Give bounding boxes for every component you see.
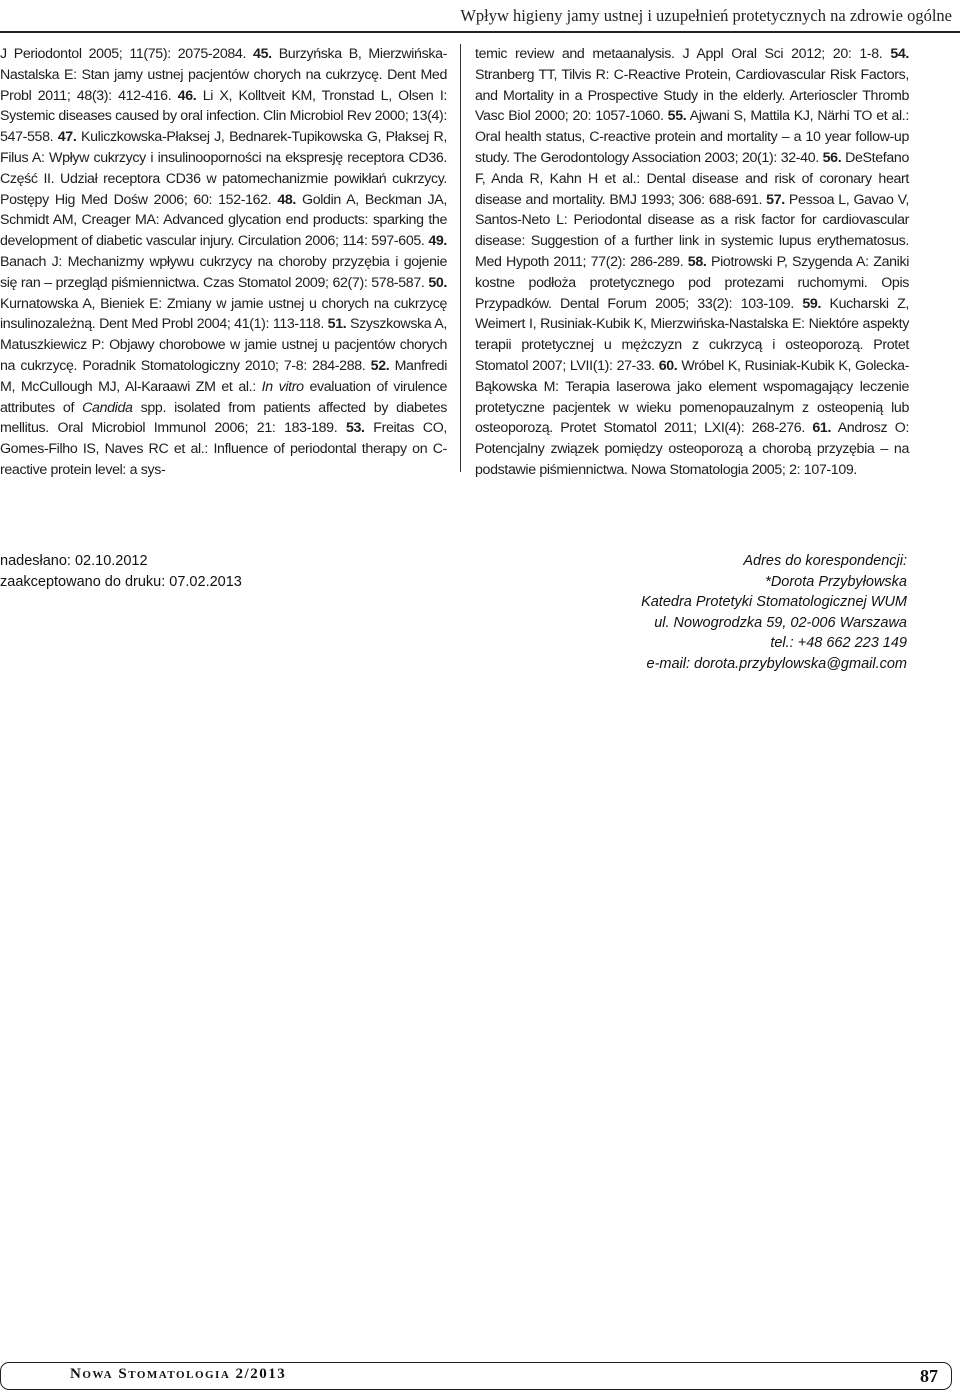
ref-50: Kurnatowska A, Bieniek E: Zmiany w jamie ustnej u chorych na cukrzycę insulinozależną. Dent Med Probl 2004; 41(1): 113-118. xyxy=(0,295,447,333)
ref-55: Ajwani S, Mattila KJ, Närhi TO et al.: Oral health status, C-reactive protein and mortality – a 10 year follow-up study. The Gerodontology Association 2003; 20(1): 32-40. xyxy=(475,108,909,166)
ref-number-58: 58. xyxy=(687,253,707,270)
ref-number-45: 45. xyxy=(253,46,272,62)
ref-44-tail: J Periodontol 2005; 11(75): 2075-2084. xyxy=(0,46,254,62)
ref-number-57: 57. xyxy=(766,191,785,208)
correspondence-email: e-mail: dorota.przybylowska@gmail.com xyxy=(646,655,907,672)
ref-49: Banach J: Mechanizmy wpływu cukrzycy na choroby przyzębia i gojenie się ran – przegląd piśmiennictwa. Czas Stomatol 2009; 62(7): 578-587. xyxy=(0,253,447,291)
ref-number-59: 59. xyxy=(802,295,822,312)
ref-number-61: 61. xyxy=(812,420,832,437)
ref-number-56: 56. xyxy=(822,149,842,166)
ref-number-50: 50. xyxy=(428,274,447,291)
references-right-column xyxy=(475,44,909,481)
accepted-date: zaakceptowano do druku: 07.02.2013 xyxy=(0,573,242,590)
correspondence-phone: tel.: +48 662 223 149 xyxy=(770,635,907,651)
ref-52-part3: spp. isolated from patients affected by diabetes mellitus. Oral Microbiol Immunol 2006; 21: 183-189. xyxy=(0,399,447,437)
correspondence-label: Adres do korespondencji: xyxy=(743,553,907,569)
running-title: Wpływ higieny jamy ustnej i uzupełnień protetycznych na zdrowie ogólne xyxy=(460,6,952,25)
ref-number-60: 60. xyxy=(658,357,678,374)
column-divider xyxy=(460,44,461,472)
ref-48: Goldin A, Beckman JA, Schmidt AM, Creager MA: Advanced glycation end products: sparking the development of diabetic vascular injury. Circulation 2006; 114: 597-605. xyxy=(0,191,447,250)
ref-number-49: 49. xyxy=(428,233,447,250)
ref-52-italic-candida: Candida xyxy=(82,399,133,416)
ref-46: Li X, Kolltveit KM, Tronstad L, Olsen I: Systemic diseases caused by oral infection. Clin Microbiol Rev 2000; 13(4): 547-558. xyxy=(0,87,447,146)
page-number: 87 xyxy=(920,1366,938,1386)
correspondence-name: *Dorota Przybyłowska xyxy=(765,573,907,590)
ref-57: Pessoa L, Gavao V, Santos-Neto L: Periodontal disease as a risk factor for cardiovascular disease: Suggestion of a further link in systemic lupus erythematosus. Med Hypoth 2011; 77(2): 286-289. xyxy=(475,191,909,270)
ref-60: Wróbel K, Rusiniak-Kubik K, Golecka-Bąkowska M: Terapia laserowa jako element wspomagający leczenie protetyczne pacjentek w wieku pomenopauzalnym z osteopenią lub osteoporozą. Protet Stomatol 2011; LXI(4): 268-276. xyxy=(475,357,909,437)
ref-number-52: 52. xyxy=(370,357,390,374)
ref-number-51: 51. xyxy=(327,316,347,333)
footer-journal-title: Nowa Stomatologia 2/2013 xyxy=(70,1366,287,1382)
ref-52-part2: evaluation of virulence attributes of xyxy=(0,378,448,416)
ref-45: Burzyńska B, Mierzwińska-Nastalska E: Stan jamy ustnej pacjentów chorych na cukrzycę. Dent Med Probl 2011; 48(3): 412-416. xyxy=(0,46,447,104)
ref-56: DeStefano F, Anda R, Kahn H et al.: Dental disease and risk of coronary heart disease and mortality. BMJ 1993; 306: 688-691. xyxy=(475,149,909,208)
ref-number-47: 47. xyxy=(57,129,77,146)
submission-dates xyxy=(0,551,242,592)
ref-59: Kucharski Z, Weimert I, Rusiniak-Kubik K, Mierzwińska-Nastalska E: Niektóre aspekty terapii protetycznej u mężczyzn z cukrzycą i osteoporozą. Protet Stomatol 2007; LVII(1): 27-33. xyxy=(475,295,909,374)
ref-51: Szyszkowska A, Matuszkiewicz P: Objawy chorobowe w jamie ustnej u pacjentów chorych na cukrzycę. Poradnik Stomatologiczny 2010; 7-8: 284-288. xyxy=(0,316,447,374)
ref-53: Freitas CO, Gomes-Filho IS, Naves RC et al.: Influence of periodontal therapy on C-reactive protein level: a sys- xyxy=(0,420,447,478)
ref-53-tail: temic review and metaanalysis. J Appl Oral Sci 2012; 20: 1-8. xyxy=(475,46,891,62)
ref-number-55: 55. xyxy=(667,108,687,125)
ref-number-48: 48. xyxy=(277,191,297,208)
ref-52-italic-in-vitro: In vitro xyxy=(261,378,304,395)
correspondence-department: Katedra Protetyki Stomatologicznej WUM xyxy=(641,594,907,610)
ref-58: Piotrowski P, Szygenda A: Zaniki kostne podłoża protetycznego pod protezami ruchomymi. Opis Przypadków. Dental Forum 2005; 33(2): 103-109. xyxy=(475,253,909,312)
ref-47: Kuliczkowska-Płaksej J, Bednarek-Tupikowska G, Płaksej R, Filus A: Wpływ cukrzycy i insulinooporności na ekspresję receptora CD36. Część II. Udział receptora CD36 w patomechanizmie powikłań cukrzycy. Postępy Hig Med Dośw 2006; 60: 152-162. xyxy=(0,129,447,208)
header-rule xyxy=(0,31,960,33)
references-left-column xyxy=(0,44,447,481)
ref-number-53: 53. xyxy=(345,420,365,437)
ref-54: Stranberg TT, Tilvis R: C-Reactive Protein, Cardiovascular Risk Factors, and Mortality in a Prospective Study in the elderly. Arterioscler Thromb Vasc Biol 2000; 20: 1057-1060. xyxy=(475,66,909,125)
correspondence-block xyxy=(641,551,907,674)
ref-52-part1: Manfredi M, McCullough MJ, Al-Karaawi ZM et al.: xyxy=(0,357,447,395)
ref-number-54: 54. xyxy=(890,46,909,62)
correspondence-street: ul. Nowogrodzka 59, 02-006 Warszawa xyxy=(654,614,907,631)
ref-number-46: 46. xyxy=(177,87,197,104)
received-date: nadesłano: 02.10.2012 xyxy=(0,553,148,569)
ref-61: Androsz O: Potencjalny związek pomiędzy osteoporozą a chorobą przyzębia – na podstawie piśmiennictwa. Nowa Stomatologia 2005; 2: 107-109. xyxy=(475,420,909,478)
